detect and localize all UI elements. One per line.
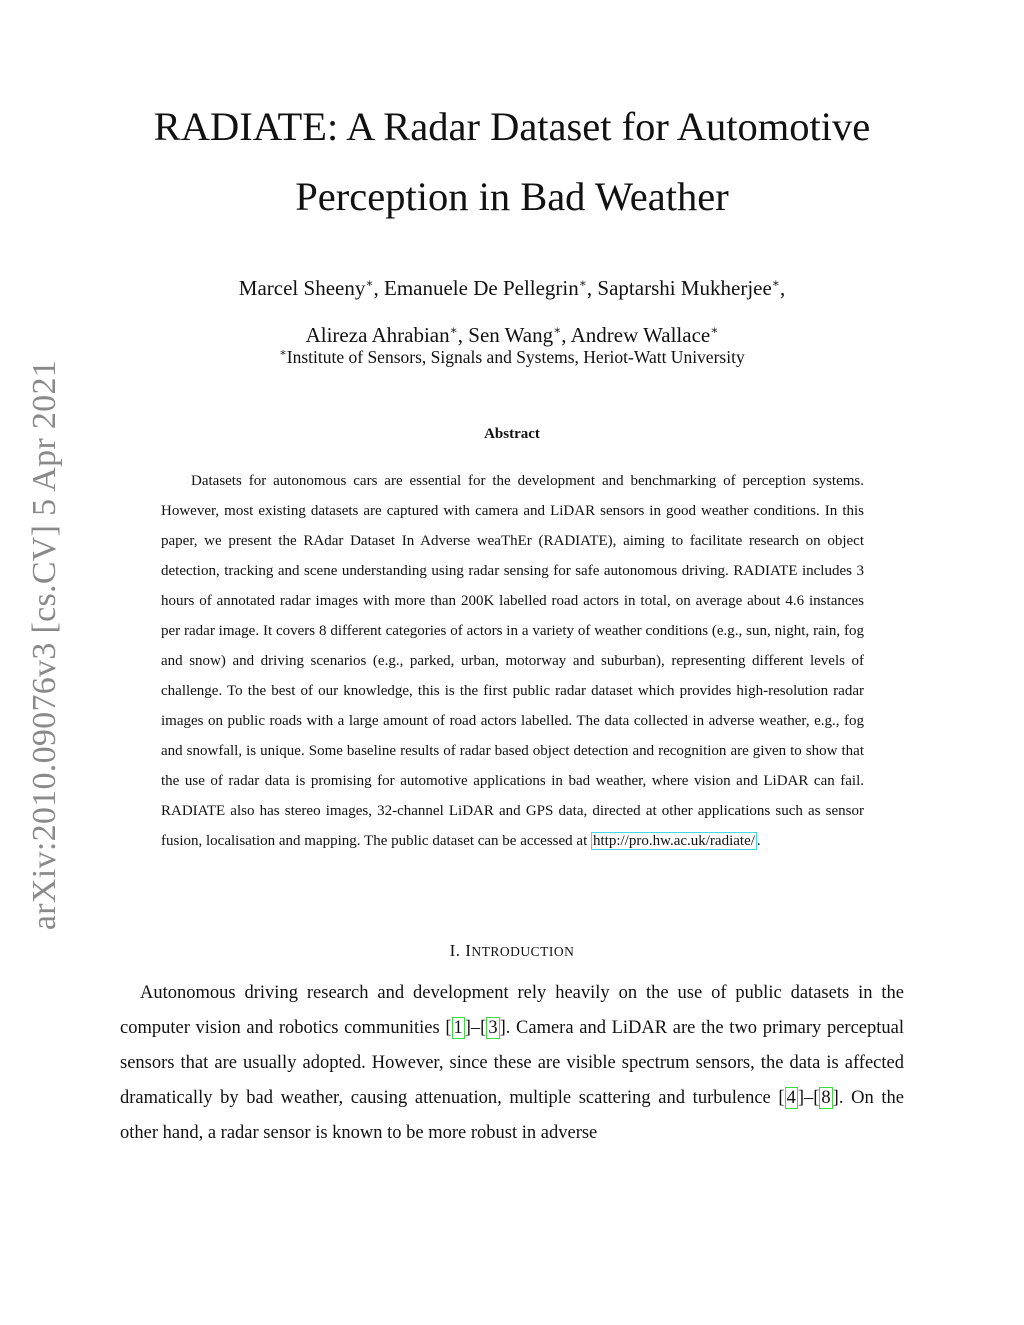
citation-link[interactable]: 1 [453,1018,463,1038]
author-line-1: Marcel Sheeny∗, Emanuele De Pellegrin∗, Saptarshi Mukherjee∗, [238,276,786,300]
author-name: Sen Wang [468,323,554,347]
author-name: Alireza Ahrabian [305,323,450,347]
title-line-1: RADIATE: A Radar Dataset for Automotive [153,104,871,149]
section-rest: NTRODUCTION [471,944,575,959]
author-mark: ∗ [365,276,374,290]
section-initial: I [465,941,472,960]
author-mark: ∗ [449,323,458,337]
author-mark: ∗ [710,323,719,337]
author-mark: ∗ [578,276,587,290]
author-mark: ∗ [553,323,562,337]
abstract-text: Datasets for autonomous cars are essential for the development and benchmarking of perception systems. However, most existing datasets are captured with camera and LiDAR sensors in good weather conditions. In this paper, we present the RAdar Dataset In Adverse weaThEr (RADIATE), aiming to facilitate research on object detection, tracking and scene understanding using radar sensing for safe autonomous driving. RADIATE includes 3 hours of annotated radar images with more than 200K labelled road actors in total, on average about 4.6 instances per radar image. It covers 8 different categories of actors in a variety of weather conditions (e.g., sun, night, rain, fog and snow) and driving scenarios (e.g., parked, urban, motorway and suburban), representing different levels of challenge. To the best of our knowledge, this is the first public radar dataset which provides high-resolution radar images on public roads with a large amount of road actors labelled. The data collected in adverse weather, e.g., fog and snowfall, is unique. Some baseline results of radar based object detection and recognition are given to show that the use of radar data is promising for automotive applications in bad weather, where vision and LiDAR can fail. RADIATE also has stereo images, 32-channel LiDAR and GPS data, directed at other applications such as sensor fusion, localisation and mapping. The public dataset can be accessed at [161,473,864,849]
author-list [100,262,924,356]
citation-link[interactable]: 4 [786,1088,796,1108]
author-name: Andrew Wallace [570,323,711,347]
author-name: Saptarshi Mukherjee [597,276,772,300]
author-name: Marcel Sheeny [238,276,366,300]
arxiv-identifier-text: arXiv:2010.09076v3 [cs.CV] 5 Apr 2021 [26,359,64,931]
author-name: Emanuele De Pellegrin [384,276,579,300]
introduction-paragraph: Autonomous driving research and development rely heavily on the use of public datasets in the computer vision and robotics communities [ 1 ]–[ 3 ]. Camera and LiDAR are the two primary perceptual sensors that are usually adopted. However, since these are visible spectrum sensors, the data is affected dramatically by bad weather, causing attenuation, multiple scattering and turbulence [ 4 ]–[ 8 ]. On the other hand, a radar sensor is known to be more robust in adverse [120,983,904,1143]
title-line-2: Perception in Bad Weather [295,174,729,219]
affiliation-text: Institute of Sensors, Signals and Systems, Heriot-Watt University [286,346,745,367]
citation-link[interactable]: 8 [821,1088,831,1108]
section-heading-introduction [100,941,924,961]
arxiv-identifier [20,360,70,930]
abstract-body: Datasets for autonomous cars are essential for the development and benchmarking of perception systems. However, most existing datasets are captured with camera and LiDAR sensors in good weather conditions. In this paper, we present the RAdar Dataset In Adverse weaThEr (RADIATE), aiming to facilitate research on object detection, tracking and scene understanding using radar sensing for safe autonomous driving. RADIATE includes 3 hours of annotated radar images with more than 200K labelled road actors in total, on average about 4.6 instances per radar image. It covers 8 different categories of actors in a variety of weather conditions (e.g., sun, night, rain, fog and snow) and driving scenarios (e.g., parked, urban, motorway and suburban), representing different levels of challenge. To the best of our knowledge, this is the first public radar dataset which provides high-resolution radar images on public roads with a large amount of road actors labelled. The data collected in adverse weather, e.g., fog and snowfall, is unique. Some baseline results of radar based object detection and recognition are given to show that the use of radar data is promising for automotive applications in bad weather, where vision and LiDAR can fail. RADIATE also has stereo images, 32-channel LiDAR and GPS data, directed at other applications such as sensor fusion, localisation and mapping. The public dataset can be accessed at http://pro.hw.ac.uk/radiate/ . [161,473,864,849]
citation-link[interactable]: 3 [488,1018,498,1038]
author-mark: ∗ [771,276,780,290]
dataset-link[interactable]: http://pro.hw.ac.uk/radiate/ [593,833,755,849]
section-number: I. [449,941,466,960]
affiliation-mark: ∗ [279,347,287,359]
affiliation [100,346,924,368]
paper-title [100,92,924,232]
author-line-2: Alireza Ahrabian∗, Sen Wang∗, Andrew Wallace∗ [305,323,719,347]
abstract-heading: Abstract [484,426,540,442]
